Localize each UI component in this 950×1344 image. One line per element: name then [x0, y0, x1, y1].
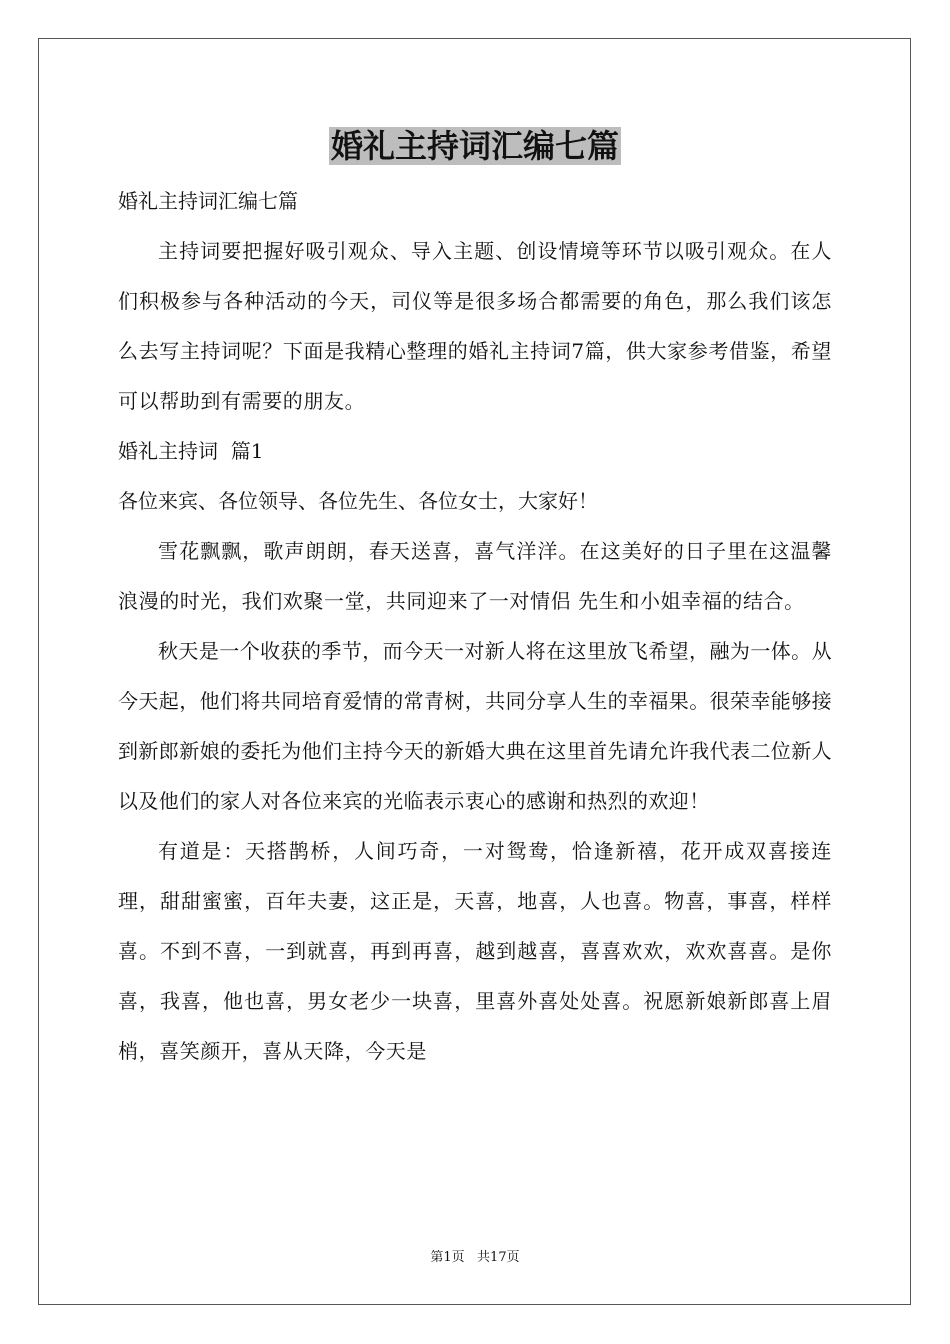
paragraph-3: 有道是：天搭鹊桥，人间巧奇，一对鸳鸯，恰逢新禧，花开成双喜接连理，甜甜蜜蜜，百年夫妻，这正是，天喜，地喜，人也喜。物喜，事喜，样样喜。不到不喜，一到就喜，再到再喜，越到越喜，喜喜欢欢，欢欢喜喜。是你喜，我喜，他也喜，男女老少一块喜，里喜外喜处处喜。祝愿新娘新郎喜上眉梢，喜笑颜开，喜从天降，今天是 [118, 839, 832, 1063]
title-text: 婚礼主持词汇编七篇 [330, 127, 619, 165]
document-body [118, 120, 832, 1076]
intro-paragraph: 主持词要把握好吸引观众、导入主题、创设情境等环节以吸引观众。在人们积极参与各种活动的今天，司仪等是很多场合都需要的角色，那么我们该怎么去写主持词呢？下面是我精心整理的婚礼主持词7篇，供大家参考借鉴，希望可以帮助到有需要的朋友。 [118, 239, 832, 413]
subtitle-line: 婚礼主持词汇编七篇 [118, 189, 298, 213]
section-heading: 婚礼主持词 篇1 [118, 439, 264, 463]
paragraph-1: 雪花飘飘，歌声朗朗，春天送喜，喜气洋洋。在这美好的日子里在这温馨浪漫的时光，我们欢聚一堂，共同迎来了一对情侣 先生和小姐幸福的结合。 [118, 539, 832, 613]
greeting-line: 各位来宾、各位领导、各位先生、各位女士，大家好！ [118, 489, 598, 513]
paragraph-2: 秋天是一个收获的季节，而今天一对新人将在这里放飞希望，融为一体。从今天起，他们将共同培育爱情的常青树，共同分享人生的幸福果。很荣幸能够接到新郎新娘的委托为他们主持今天的新婚大典在这里首先请允许我代表二位新人以及他们的家人对各位来宾的光临表示衷心的感谢和热烈的欢迎！ [118, 639, 832, 813]
document-title [118, 120, 832, 172]
page-footer: 第1页 共17页 [430, 1250, 520, 1265]
